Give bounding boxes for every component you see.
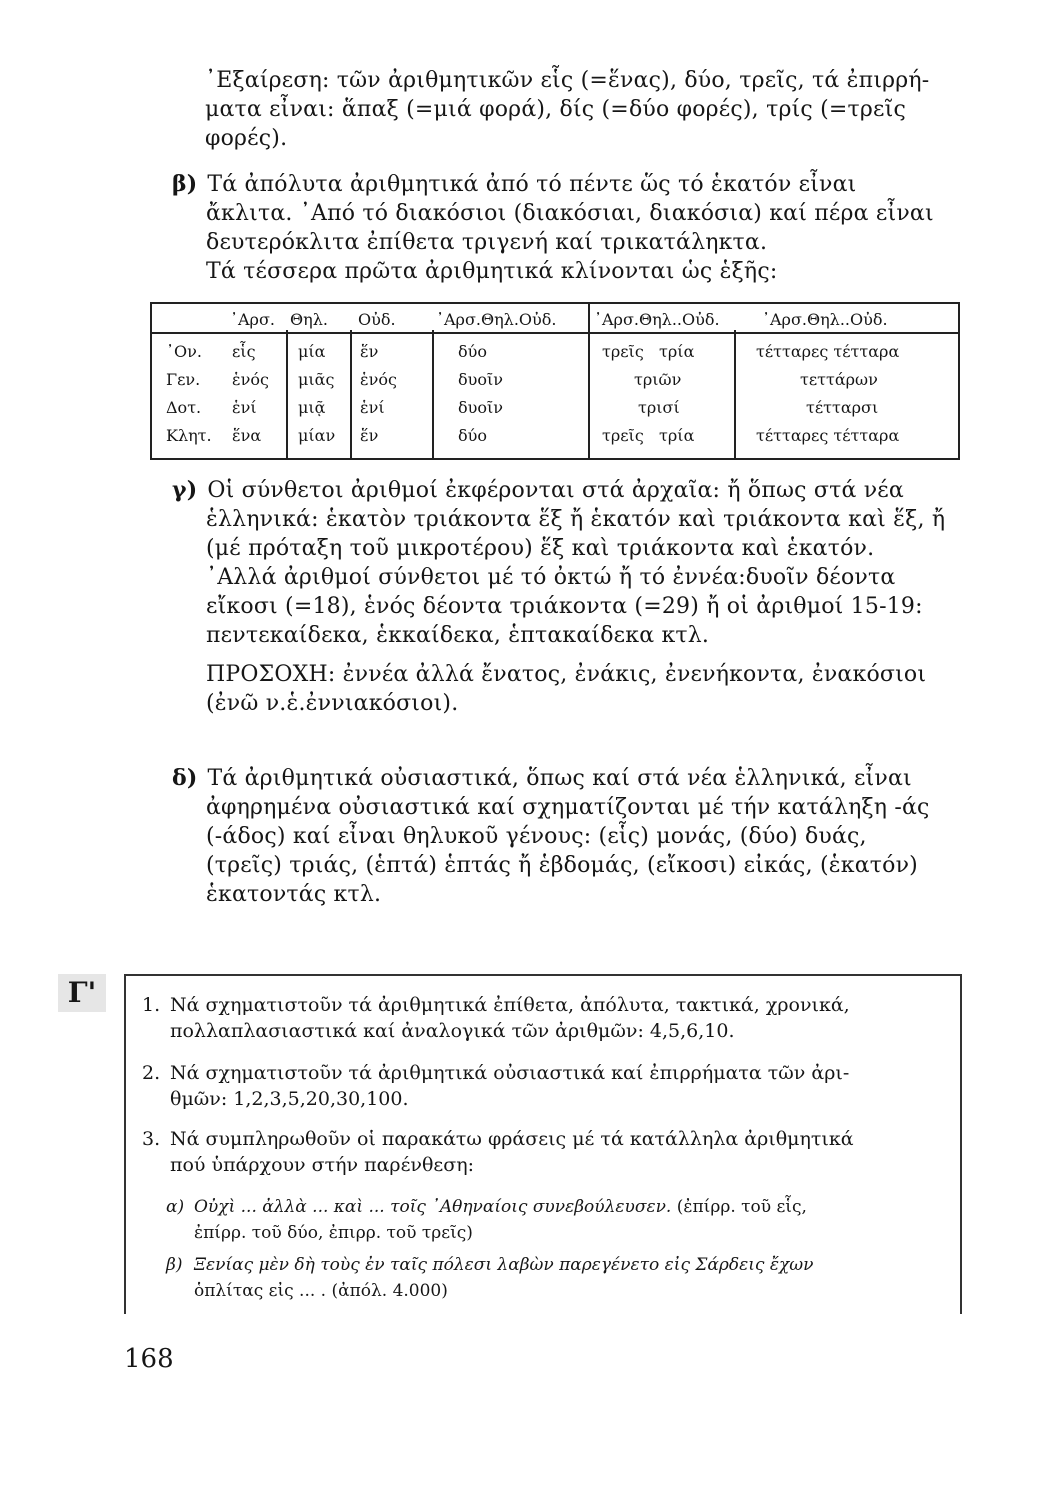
one-fem: μιᾶς <box>298 370 335 389</box>
exercise-1 <box>142 992 957 1044</box>
subitem-label: α) <box>166 1197 185 1217</box>
exercise-text: πολλαπλασιαστικά καί ἀναλογικά τῶν ἀριθμῶν: 4,5,6,10. <box>170 1020 735 1042</box>
one-masc: εἷς <box>232 342 256 361</box>
exercise-number: 1. <box>142 994 161 1016</box>
exercise-text: Νά σχηματιστοῦν τά ἀριθμητικά οὐσιαστικά καί ἐπιρρήματα τῶν ἀρι- <box>170 1062 850 1084</box>
delta-paragraph <box>172 764 972 909</box>
exercises-box <box>124 974 962 1314</box>
one-fem: μιᾷ <box>298 398 326 417</box>
table-row-nominative <box>152 342 958 366</box>
header-three: ᾿Αρσ.Θηλ..Οὐδ. <box>594 310 720 329</box>
one-neut: ἕν <box>360 342 379 361</box>
beta-line-4: Τά τέσσερα πρῶτα ἀριθμητικά κλίνονται ὡς ἑξῆς: <box>206 259 778 284</box>
beta-label: β) <box>172 171 198 197</box>
exception-line-2: ματα εἶναι: ἅπαξ (=μιά φορά), δίς (=δύο φορές), τρίς (=τρεῖς <box>205 97 906 122</box>
header-neut: Οὐδ. <box>358 310 396 329</box>
box-border <box>124 974 126 1314</box>
table-row-dative <box>152 398 958 422</box>
exercise-text: πού ὑπάρχουν στήν παρένθεση: <box>170 1154 475 1176</box>
three-form: τρεῖς τρία <box>602 426 695 445</box>
gamma-line-2: ἑλληνικά: ἑκατὸν τριάκοντα ἕξ ἤ ἑκατόν καὶ τριάκοντα καὶ ἕξ, ἤ <box>206 507 946 532</box>
subitem-hint: (ἐπίρρ. τοῦ εἷς, <box>676 1197 807 1217</box>
one-fem: μία <box>298 342 326 361</box>
one-neut: ἑνί <box>360 398 385 417</box>
three-form: τρισί <box>638 398 680 417</box>
gamma-label: γ) <box>172 477 198 503</box>
beta-paragraph <box>172 170 962 286</box>
exercise-text: Νά συμπληρωθοῦν οἱ παρακάτω φράσεις μέ τά κατάλληλα ἀριθμητικά <box>170 1128 854 1150</box>
exception-paragraph <box>205 66 965 153</box>
one-masc: ἑνί <box>232 398 257 417</box>
exercise-number: 3. <box>142 1128 161 1150</box>
case-label: Δοτ. <box>166 398 202 417</box>
four-form: τέτταρες τέτταρα <box>756 426 900 445</box>
exercise-3b <box>166 1252 956 1304</box>
four-form: τεττάρων <box>800 370 878 389</box>
page-number: 168 <box>124 1344 174 1374</box>
two-form: δυοῖν <box>458 398 503 417</box>
gamma-line-5: εἴκοσι (=18), ἑνός δέοντα τριάκοντα (=29) ἤ οἱ ἀριθμοί 15-19: <box>206 594 923 619</box>
gamma-line-3: (μέ πρόταξη τοῦ μικροτέρου) ἕξ καὶ τριάκοντα καὶ ἑκατόν. <box>206 536 875 561</box>
delta-line-4: (τρεῖς) τριάς, (ἑπτά) ἑπτάς ἤ ἑβδομάς, (εἴκοσι) εἰκάς, (ἑκατόν) <box>206 853 918 878</box>
subitem-hint: ἐπίρρ. τοῦ δύο, ἐπιρρ. τοῦ τρεῖς) <box>194 1223 473 1243</box>
exception-line-1: ᾿Εξαίρεση: τῶν ἀριθμητικῶν εἷς (=ἕνας), δύο, τρεῖς, τά ἐπιρρή- <box>205 68 930 93</box>
case-label: Κλητ. <box>166 426 212 445</box>
subitem-hint: ὁπλίτας εἰς ... . (ἀπόλ. 4.000) <box>194 1281 448 1301</box>
subitem-label: β) <box>166 1255 183 1275</box>
one-masc: ἕνα <box>232 426 262 445</box>
subitem-text: Ξενίας μὲν δὴ τοὺς ἐν ταῖς πόλεσι λαβὼν παρεγένετο εἰς Σάρδεις ἔχων <box>194 1255 814 1275</box>
header-four: ᾿Αρσ.Θηλ..Οὐδ. <box>762 310 888 329</box>
gamma-note-line-1: ΠΡΟΣΟΧΗ: ἐννέα ἀλλά ἔνατος, ἐνάκις, ἐνενήκοντα, ἐνακόσιοι <box>206 662 927 687</box>
four-form: τέτταρσι <box>806 398 879 417</box>
box-border <box>124 974 962 976</box>
exercise-text: Νά σχηματιστοῦν τά ἀριθμητικά ἐπίθετα, ἀπόλυτα, τακτικά, χρονικά, <box>170 994 850 1016</box>
header-two: ᾿Αρσ.Θηλ.Οὐδ. <box>436 310 557 329</box>
gamma-line-1: Οἱ σύνθετοι ἀριθμοί ἐκφέρονται στά ἀρχαῖα: ἤ ὅπως στά νέα <box>207 478 904 503</box>
one-neut: ἑνός <box>360 370 397 389</box>
two-form: δυοῖν <box>458 370 503 389</box>
exercise-3a <box>166 1194 956 1246</box>
table-row-vocative <box>152 426 958 450</box>
three-form: τρεῖς τρία <box>602 342 695 361</box>
beta-line-1: Τά ἀπόλυτα ἀριθμητικά ἀπό τό πέντε ὥς τό ἑκατόν εἶναι <box>207 172 857 197</box>
exercise-2 <box>142 1060 957 1112</box>
table-header-row <box>152 310 958 334</box>
delta-label: δ) <box>172 765 198 791</box>
two-form: δύο <box>458 342 487 361</box>
delta-line-3: (-άδος) καί εἶναι θηλυκοῦ γένους: (εἷς) μονάς, (δύο) δυάς, <box>206 824 867 849</box>
three-form: τριῶν <box>634 370 682 389</box>
two-form: δύο <box>458 426 487 445</box>
case-label: ᾿Ον. <box>166 342 202 361</box>
delta-line-2: ἀφηρημένα οὐσιαστικά καί σχηματίζονται μέ τήν κατάληξη -άς <box>206 795 930 820</box>
case-label: Γεν. <box>166 370 201 389</box>
header-fem: Θηλ. <box>290 310 328 329</box>
exercise-number: 2. <box>142 1062 161 1084</box>
exercise-3 <box>142 1126 957 1178</box>
one-fem: μίαν <box>298 426 336 445</box>
gamma-line-6: πεντεκαίδεκα, ἑκκαίδεκα, ἑπτακαίδεκα κτλ. <box>206 623 710 648</box>
gamma-paragraph <box>172 476 972 718</box>
declension-table <box>150 302 960 460</box>
table-row-genitive <box>152 370 958 394</box>
one-neut: ἕν <box>360 426 379 445</box>
exception-line-3: φορές). <box>205 126 288 151</box>
exercise-text: θμῶν: 1,2,3,5,20,30,100. <box>170 1088 409 1110</box>
header-masc: ᾿Αρσ. <box>230 310 275 329</box>
delta-line-1: Τά ἀριθμητικά οὐσιαστικά, ὅπως καί στά νέα ἑλληνικά, εἶναι <box>207 766 912 791</box>
four-form: τέτταρες τέτταρα <box>756 342 900 361</box>
gamma-note-line-2: (ἐνῶ ν.ἑ.ἐννιακόσιοι). <box>206 691 459 716</box>
subitem-text: Οὐχὶ ... ἀλλὰ ... καὶ ... τοῖς ᾿Αθηναίοις συνεβούλευσεν. <box>194 1197 672 1217</box>
one-masc: ἑνός <box>232 370 269 389</box>
section-mark: Γ' <box>58 974 106 1012</box>
gamma-line-4: ᾿Αλλά ἀριθμοί σύνθετοι μέ τό ὀκτώ ἤ τό ἐννέα:δυοῖν δέοντα <box>206 565 896 590</box>
box-border <box>960 974 962 1314</box>
beta-line-2: ἄκλιτα. ᾿Από τό διακόσιοι (διακόσιαι, διακόσια) καί πέρα εἶναι <box>206 201 934 226</box>
beta-line-3: δευτερόκλιτα ἐπίθετα τριγενή καί τρικατάληκτα. <box>206 230 768 255</box>
delta-line-5: ἑκατοντάς κτλ. <box>206 882 382 907</box>
